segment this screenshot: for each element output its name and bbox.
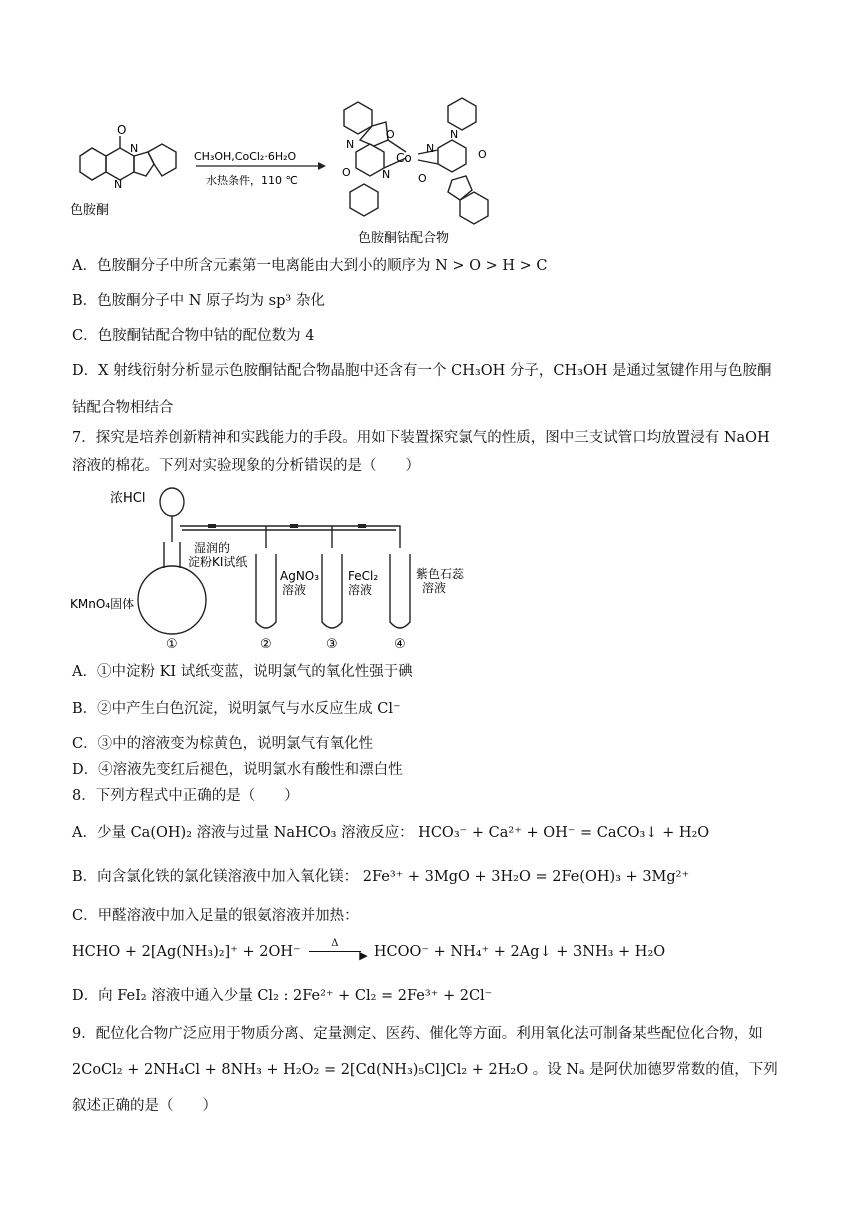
tryptanthrin-structure [80,136,176,180]
label-n4: ④ [394,637,406,652]
svg-text:O: O [386,128,395,141]
q8-option-c-equation [72,938,666,962]
svg-text:O: O [342,166,351,179]
label-wet-paper-1: 湿润的 [194,541,231,555]
q8-c-eq-left: HCHO + 2[Ag(NH₃)₂]⁺ + 2OH⁻ [72,944,301,960]
svg-text:O: O [418,172,427,185]
reaction-scheme-drawing [68,96,508,248]
q8-option-b: B．向含氯化铁的氯化镁溶液中加入氧化镁： 2Fe³⁺ + 3MgO + 3H₂O = 2Fe(OH)₃ + 3Mg²⁺ [72,869,690,885]
label-agno3-2: 溶液 [282,583,307,597]
q6-option-d-cont: 钴配合物相结合 [72,400,174,416]
q7-option-a: A．①中淀粉 KI 试纸变蓝，说明氯气的氧化性强于碘 [72,664,413,680]
q6-option-a: A．色胺酮分子中所含元素第一电离能由大到小的顺序为 N > O > H > C [72,258,548,274]
cobalt-complex-structure [344,98,488,224]
reactant-label: 色胺酮 [70,203,110,218]
product-label: 色胺酮钴配合物 [358,231,450,246]
heat-symbol: Δ [331,938,339,949]
cobalt-atom-label: Co [396,151,412,165]
round-flask [138,566,206,634]
label-fecl2-2: 溶液 [348,583,373,597]
test-tube-3 [322,554,342,628]
svg-text:N: N [382,168,391,181]
separatory-funnel [160,488,184,516]
q8-stem: 8．下列方程式中正确的是（ ） [72,788,299,804]
test-tube-2 [256,554,276,628]
label-conc-hcl: 浓HCl [110,491,146,506]
q9-line2: 2CoCl₂ + 2NH₄Cl + 8NH₃ + H₂O₂ = 2[Cd(NH₃)₅Cl]Cl₂ + 2H₂O 。设 Nₐ 是阿伏加德罗常数的值，下列 [72,1062,778,1078]
svg-text:N: N [130,142,139,155]
apparatus-figure [70,482,465,652]
reagents-top: CH₃OH,CoCl₂·6H₂O [194,150,297,163]
label-n1: ① [166,637,178,652]
carbonyl-o-label: O [117,123,127,137]
q7-option-b: B．②中产生白色沉淀，说明氯气与水反应生成 Cl⁻ [72,701,401,717]
label-litmus-1: 紫色石蕊 [416,567,465,581]
q7-option-d: D．④溶液先变红后褪色，说明氯水有酸性和漂白性 [72,762,403,778]
q7-stem-line2: 溶液的棉花。下列对实验现象的分析错误的是（ ） [72,458,420,474]
label-litmus-2: 溶液 [422,581,447,595]
q7-stem-line1: 7．探究是培养创新精神和实践能力的手段。用如下装置探究氯气的性质，图中三支试管口均放置浸有 NaOH [72,430,770,446]
q8-option-a: A．少量 Ca(OH)₂ 溶液与过量 NaHCO₃ 溶液反应： HCO₃⁻ + Ca²⁺ + OH⁻ = CaCO₃↓ + H₂O [72,825,710,841]
label-agno3-1: AgNO₃ [280,569,320,583]
q9-line3: 叙述正确的是（ ） [72,1098,217,1114]
label-wet-paper-2: 淀粉KI试纸 [188,555,248,569]
q8-option-d: D．向 FeI₂ 溶液中通入少量 Cl₂ : 2Fe²⁺ + Cl₂ = 2Fe³⁺ + 2Cl⁻ [72,988,493,1004]
heat-arrow: Δ ▶ [305,942,369,962]
svg-text:N: N [426,142,435,155]
q8-c-eq-right: HCOO⁻ + NH₄⁺ + 2Ag↓ + 3NH₃ + H₂O [373,944,666,960]
label-fecl2-1: FeCl₂ [348,569,379,583]
label-kmno4: KMnO₄固体 [70,597,135,611]
label-n3: ③ [326,637,338,652]
q9-line1: 9．配位化合物广泛应用于物质分离、定量测定、医药、催化等方面。利用氧化法可制备某些配位化合物，如 [72,1026,763,1042]
q6-option-b: B．色胺酮分子中 N 原子均为 sp³ 杂化 [72,293,325,309]
svg-text:N: N [346,138,355,151]
svg-text:O: O [478,148,487,161]
test-tube-4 [390,554,410,628]
q6-option-c: C．色胺酮钴配合物中钴的配位数为 4 [72,328,315,344]
reaction-figure [68,96,508,248]
q8-option-c: C．甲醛溶液中加入足量的银氨溶液并加热： [72,908,359,924]
label-n2: ② [260,637,272,652]
svg-text:N: N [114,178,123,191]
svg-text:N: N [450,128,459,141]
q6-option-d: D．X 射线衍射分析显示色胺酮钴配合物晶胞中还含有一个 CH₃OH 分子，CH₃OH 是通过氢键作用与色胺酮 [72,363,772,379]
q7-option-c: C．③中的溶液变为棕黄色，说明氯气有氧化性 [72,736,374,752]
reagents-bottom: 水热条件，110 ℃ [206,174,298,187]
apparatus-drawing [70,482,465,652]
